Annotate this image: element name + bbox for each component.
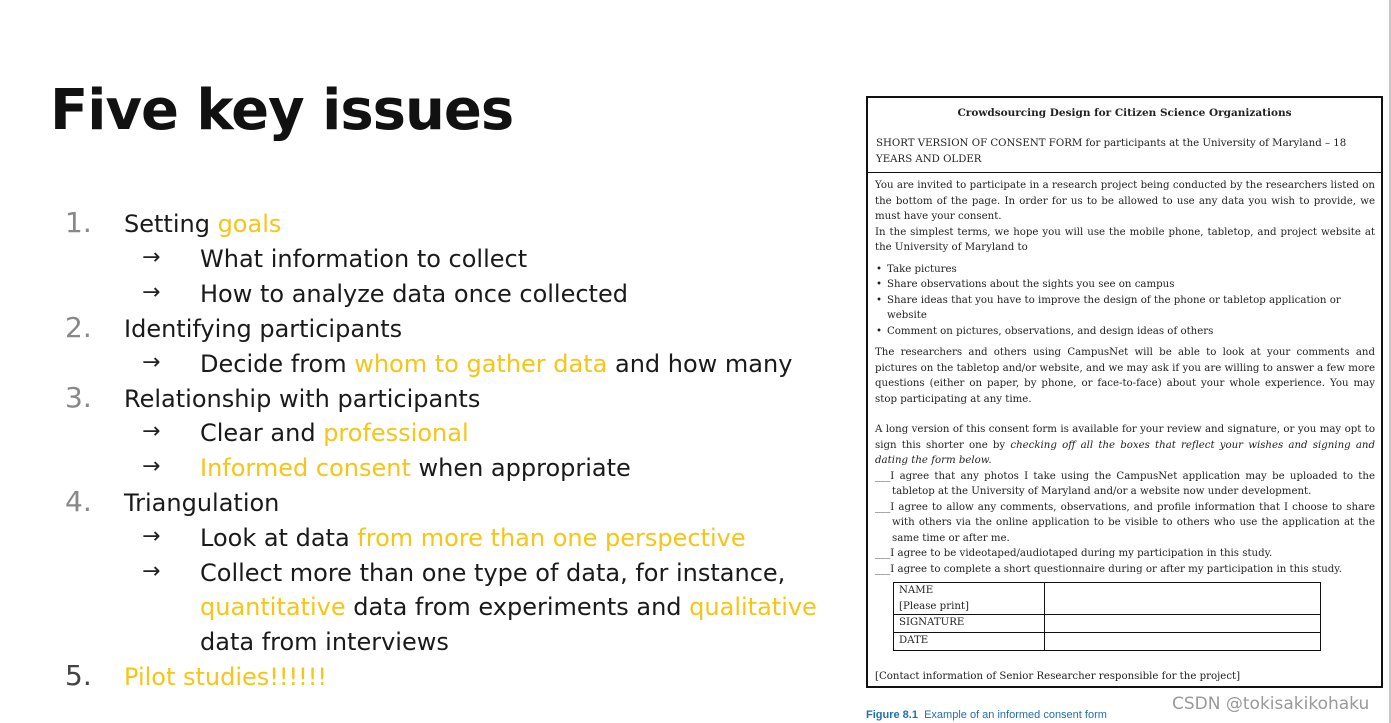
arrow-icon: → — [142, 350, 161, 375]
sub-item-text: and how many — [607, 350, 793, 378]
watermark: CSDN @tokisakikohaku — [1172, 694, 1370, 714]
form-text: A long version of this consent form is available for your review and signature, or you may opt to sign this shorter one by — [875, 424, 1375, 451]
sub-item-text: Decide from — [200, 350, 355, 378]
sub-item-text: What information to collect — [200, 245, 528, 273]
caption-number: Figure 8.1 — [866, 709, 918, 721]
form-bullets — [875, 262, 1375, 340]
sub-item-highlight: professional — [323, 419, 469, 447]
name-hint: [Please print] — [899, 600, 969, 612]
item-text: Triangulation — [124, 489, 280, 517]
date-value-cell — [1045, 633, 1321, 651]
form-body — [875, 178, 1375, 577]
item-number: 1. — [65, 206, 92, 239]
sub-item-text: when appropriate — [410, 454, 631, 482]
form-bullet: • Comment on pictures, observations, and design ideas of others — [887, 324, 1375, 340]
sub-item-text: Clear and — [200, 419, 324, 447]
item-number: 3. — [65, 381, 92, 414]
sub-item-text: data from interviews — [200, 628, 449, 656]
sub-item-text: Collect more than one type of data, for instance, — [200, 559, 786, 587]
item-text: Identifying participants — [124, 315, 403, 343]
item-number: 4. — [65, 485, 92, 518]
arrow-icon: → — [142, 524, 161, 549]
form-bullet: • Take pictures — [887, 262, 1375, 278]
signature-label: SIGNATURE — [894, 615, 1045, 633]
item-text: Setting — [124, 210, 218, 238]
caption-text: Example of an informed consent form — [924, 709, 1107, 721]
consent-form-figure — [866, 96, 1383, 688]
sub-item-text: How to analyze data once collected — [200, 280, 628, 308]
form-subheading: SHORT VERSION OF CONSENT FORM for participants at the University of Maryland – 18 YEARS AND OLDER — [876, 138, 1347, 165]
form-checkbox-line: ___I agree that any photos I take using the CampusNet application may be uploaded to the tabletop at the University of Maryland and/or a website now under development. — [875, 470, 1375, 497]
arrow-icon: → — [142, 280, 161, 305]
form-heading: Crowdsourcing Design for Citizen Science Organizations — [957, 107, 1292, 119]
form-bullet: • Share observations about the sights you see on campus — [887, 277, 1375, 293]
name-cell — [894, 583, 1045, 615]
form-paragraph — [875, 422, 1375, 469]
signature-table — [893, 582, 1321, 651]
form-italic-text: checking off all the boxes that reflect your wishes and signing and dating the form below. — [875, 439, 1375, 466]
form-checkbox-line: ___I agree to complete a short questionnaire during or after my participation in this study. — [875, 563, 1342, 575]
arrow-icon: → — [142, 419, 161, 444]
sub-item-highlight: Informed consent — [200, 454, 411, 482]
name-value-cell — [1045, 583, 1321, 615]
figure-caption — [866, 709, 1107, 721]
contact-line: [Contact information of Senior Researcher responsible for the project] — [875, 671, 1241, 682]
form-checkbox-line: ___I agree to allow any comments, observations, and profile information that I choose to share with others via the online application to be visible to others who use the application at the same time or after me. — [875, 501, 1375, 544]
arrow-icon: → — [142, 245, 161, 270]
form-bullet: • Share ideas that you have to improve the design of the phone or tabletop application or website — [887, 293, 1375, 324]
name-label: NAME — [899, 585, 934, 596]
date-label: DATE — [894, 633, 1045, 651]
sub-item-text: Look at data — [200, 524, 358, 552]
sub-item-highlight: quantitative — [200, 593, 346, 621]
item-number: 2. — [65, 311, 92, 344]
arrow-icon: → — [142, 559, 161, 584]
sub-item-text: data from experiments and — [345, 593, 690, 621]
sub-item-highlight: qualitative — [689, 593, 817, 621]
sub-item-highlight: from more than one perspective — [357, 524, 746, 552]
form-paragraph: The researchers and others using CampusNet will be able to look at your comments and pictures on the tabletop and/or website, and we may ask if you are willing to answer a few more questions (either on paper, by phone, or face-to-face) about your whole experience. You may stop participating at any time. — [875, 347, 1375, 405]
item-text: Relationship with participants — [124, 385, 481, 413]
item-highlight: goals — [217, 210, 282, 238]
sub-item-highlight: whom to gather data — [354, 350, 608, 378]
form-paragraph: In the simplest terms, we hope you will use the mobile phone, tabletop, and project website at the University of Maryland to — [875, 226, 1375, 253]
form-paragraph: You are invited to participate in a research project being conducted by the researchers listed on the bottom of the page. In order for us to be allowed to use any data you wish to provide, we must have your consent. — [875, 180, 1375, 222]
page-title: Five key issues — [50, 78, 514, 143]
item-number: 5. — [65, 659, 92, 692]
form-checkbox-line: ___I agree to be videotaped/audiotaped during my participation in this study. — [875, 548, 1273, 559]
form-header — [868, 98, 1381, 173]
signature-value-cell — [1045, 615, 1321, 633]
item-highlight: Pilot studies!!!!!! — [124, 663, 328, 691]
arrow-icon: → — [142, 454, 161, 479]
